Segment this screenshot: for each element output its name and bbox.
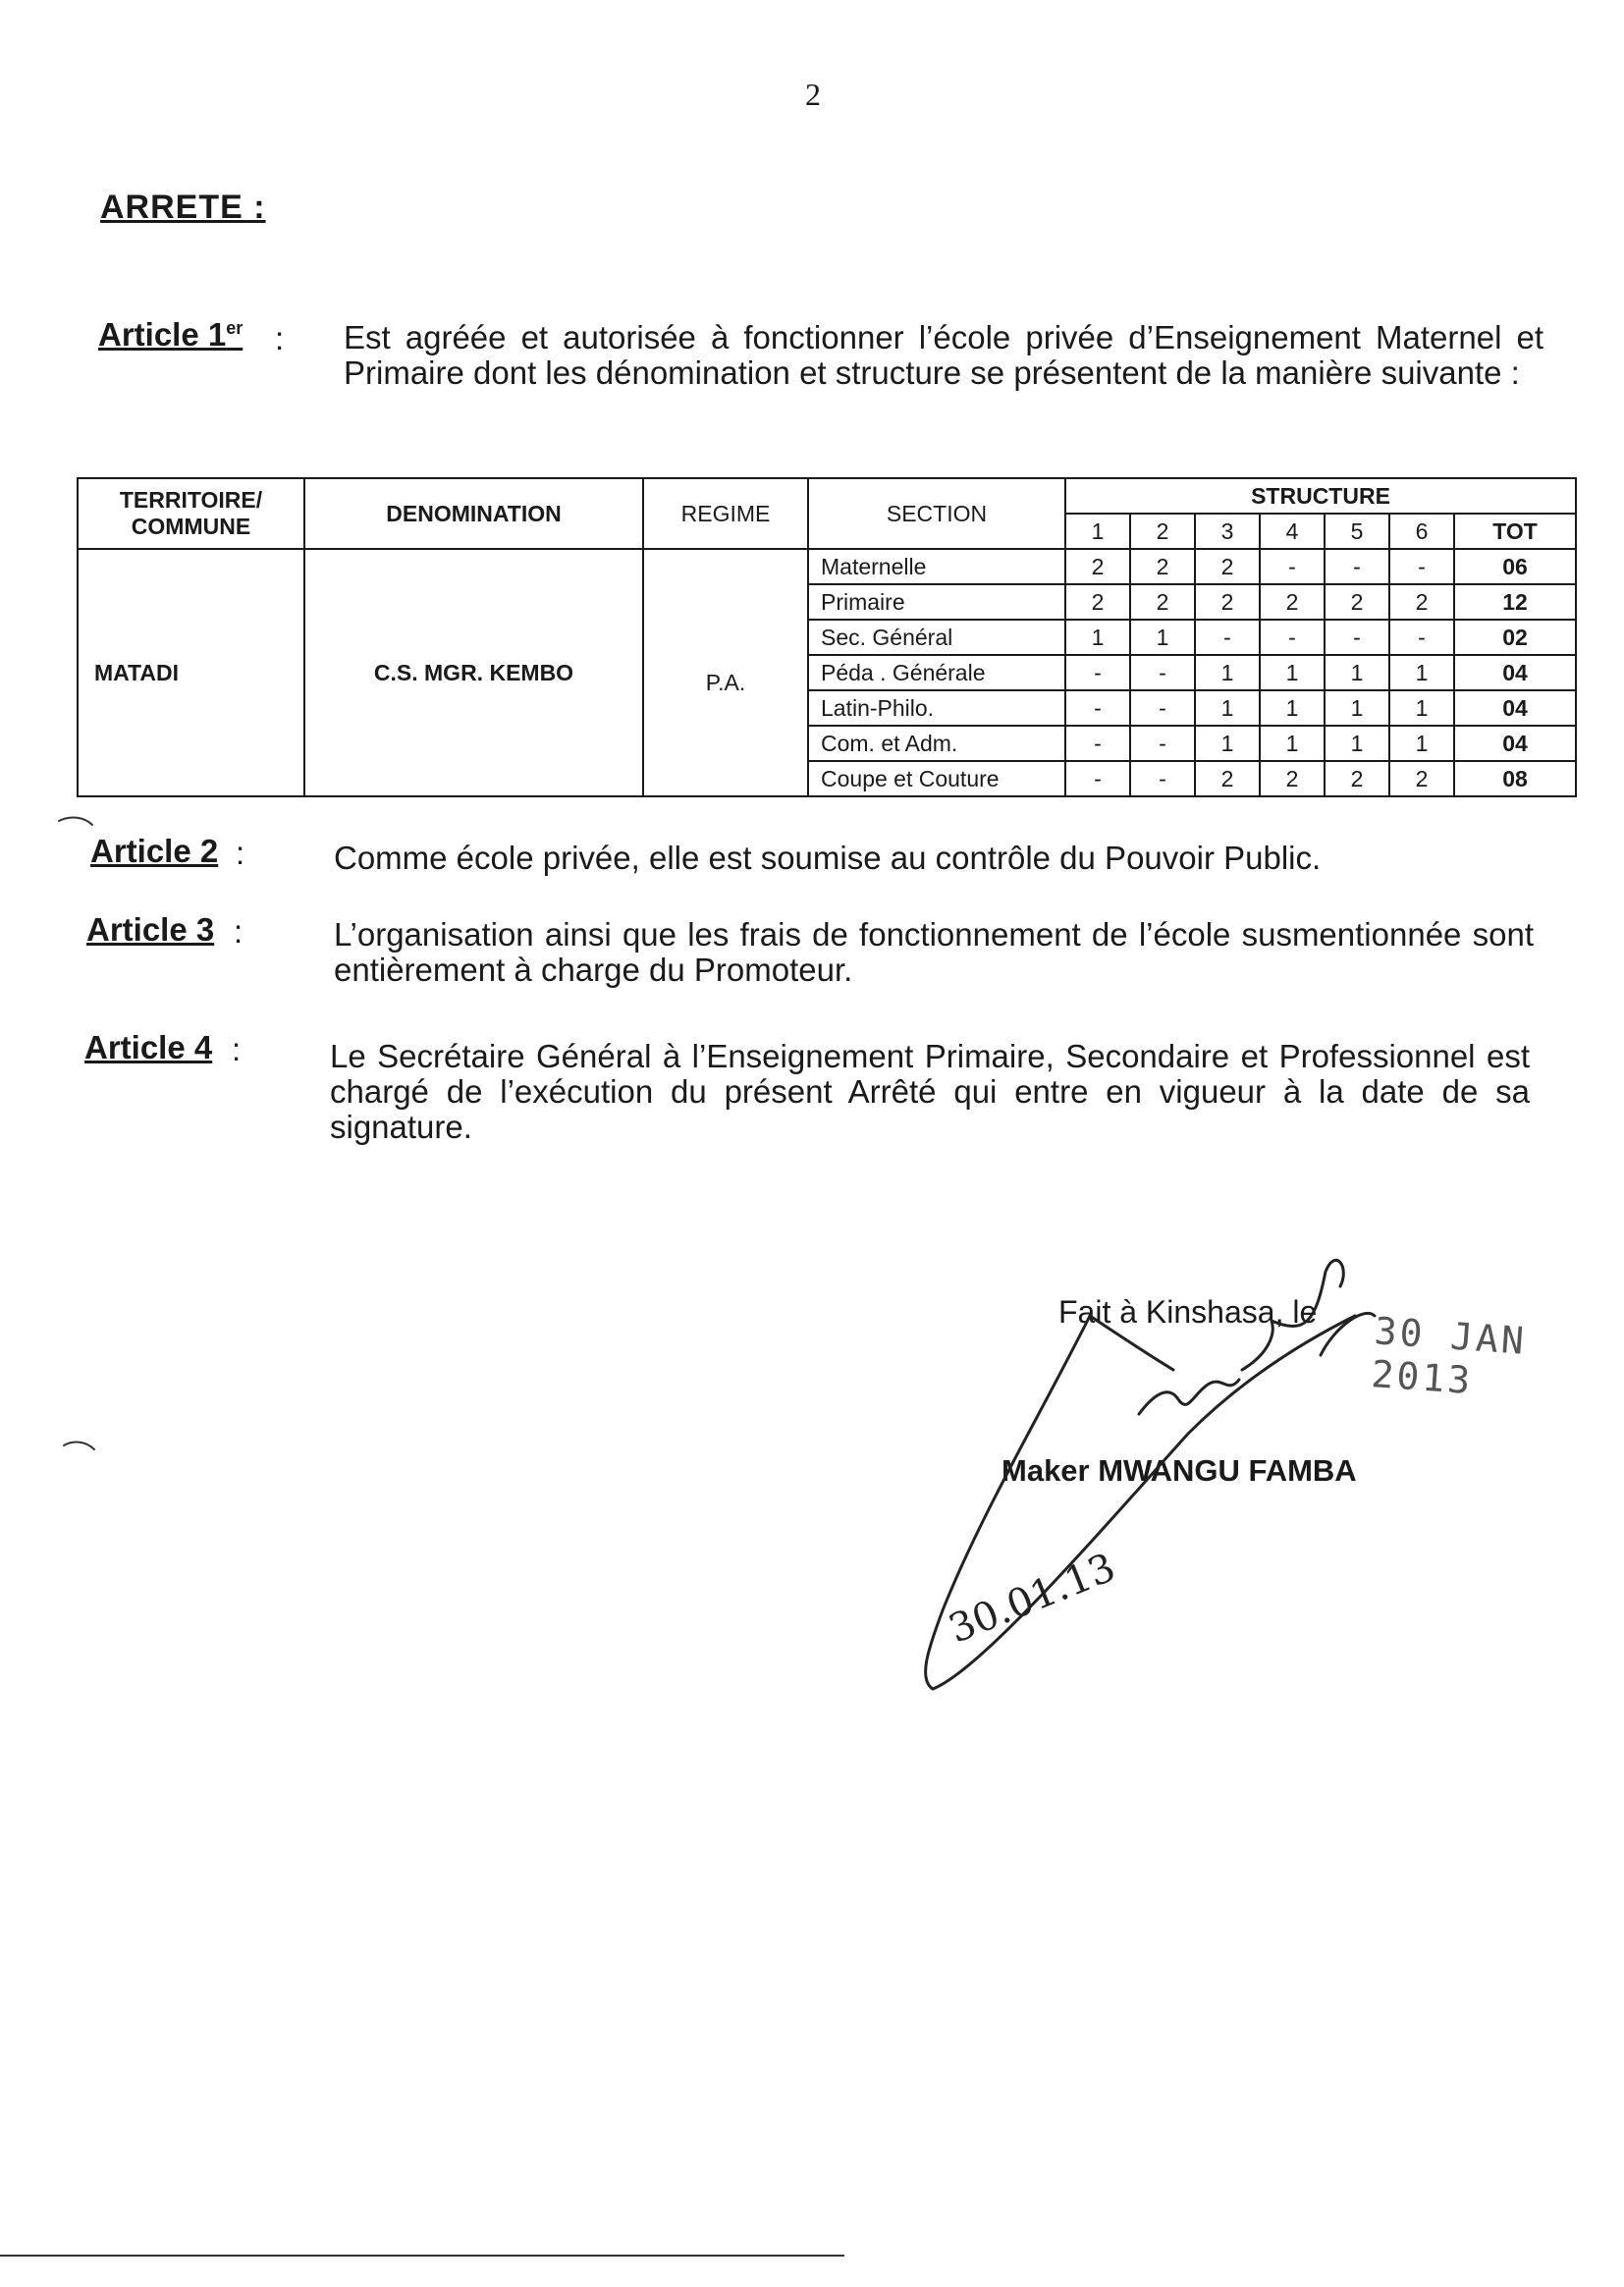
cell-value: - [1130, 761, 1195, 796]
cell-value: - [1065, 761, 1130, 796]
cell-value: 1 [1389, 726, 1454, 761]
cell-total: 04 [1454, 726, 1576, 761]
signature-place: Fait à Kinshasa, le [1058, 1294, 1318, 1330]
cell-value: - [1065, 655, 1130, 690]
cell-total: 08 [1454, 761, 1576, 796]
header-col-tot: TOT [1454, 514, 1576, 549]
cell-value: - [1389, 620, 1454, 655]
cell-value: - [1260, 549, 1325, 584]
cell-value: 2 [1065, 549, 1130, 584]
signer-name: Maker MWANGU FAMBA [1001, 1453, 1357, 1488]
header-col-3: 3 [1195, 514, 1260, 549]
cell-value: 1 [1325, 690, 1389, 726]
header-col-4: 4 [1260, 514, 1325, 549]
cell-regime: P.A. [643, 549, 808, 796]
cell-total: 06 [1454, 549, 1576, 584]
cell-value: 2 [1195, 549, 1260, 584]
cell-value: 2 [1195, 761, 1260, 796]
cell-value: - [1065, 726, 1130, 761]
cell-value: - [1065, 690, 1130, 726]
article-2-label: Article 2 [90, 833, 219, 869]
header-col-1: 1 [1065, 514, 1130, 549]
cell-value: 1 [1325, 726, 1389, 761]
cell-value: - [1195, 620, 1260, 655]
cell-total: 02 [1454, 620, 1576, 655]
header-regime: REGIME [643, 478, 808, 549]
cell-section: Sec. Général [808, 620, 1065, 655]
cell-value: 2 [1130, 549, 1195, 584]
header-section: SECTION [808, 478, 1065, 549]
header-col-2: 2 [1130, 514, 1195, 549]
cell-value: 1 [1325, 655, 1389, 690]
cell-value: 2 [1389, 584, 1454, 620]
cell-value: 1 [1065, 620, 1130, 655]
cell-value: - [1325, 549, 1389, 584]
header-col-6: 6 [1389, 514, 1454, 549]
article-3-text: L’organisation ainsi que les frais de fonctionnement de l’école susmentionnée sont entièrement à charge du Promoteur. [334, 916, 1534, 988]
cell-section: Com. et Adm. [808, 726, 1065, 761]
cell-value: 2 [1389, 761, 1454, 796]
cell-section: Primaire [808, 584, 1065, 620]
cell-value: - [1260, 620, 1325, 655]
handwritten-date: 30.01.13 [943, 1545, 1122, 1653]
cell-value: 1 [1195, 690, 1260, 726]
cell-value: - [1130, 726, 1195, 761]
article-3-label: Article 3 [86, 911, 215, 948]
cell-total: 04 [1454, 655, 1576, 690]
header-structure: STRUCTURE [1065, 478, 1576, 514]
page-number: 2 [805, 77, 821, 112]
cell-section: Péda . Générale [808, 655, 1065, 690]
cell-value: 2 [1260, 584, 1325, 620]
cell-territoire: MATADI [78, 549, 304, 796]
cell-value: 2 [1260, 761, 1325, 796]
cell-value: 1 [1195, 726, 1260, 761]
article-2-text: Comme école privée, elle est soumise au contrôle du Pouvoir Public. [334, 840, 1322, 876]
cell-value: - [1130, 655, 1195, 690]
article-1-text: Est agréée et autorisée à fonctionner l’école privée d’Enseignement Maternel et Primaire dont les dénomination et structure se présentent de la manière suivante : [344, 319, 1543, 391]
cell-value: 1 [1260, 655, 1325, 690]
heading-arrete: ARRETE : [100, 189, 266, 226]
cell-value: 1 [1389, 655, 1454, 690]
cell-value: - [1130, 690, 1195, 726]
date-stamp: 30 JAN 2013 [1370, 1309, 1529, 1403]
cell-value: 2 [1065, 584, 1130, 620]
article-4-colon: : [232, 1031, 242, 1067]
cell-value: 1 [1260, 690, 1325, 726]
header-col-5: 5 [1325, 514, 1389, 549]
cell-value: - [1325, 620, 1389, 655]
cell-value: 1 [1130, 620, 1195, 655]
cell-value: 1 [1195, 655, 1260, 690]
article-1-label: Article 1er [98, 316, 244, 353]
header-territoire: TERRITOIRE/ COMMUNE [78, 478, 304, 549]
article-3-colon: : [234, 913, 244, 950]
cell-value: - [1389, 549, 1454, 584]
cell-total: 12 [1454, 584, 1576, 620]
cell-total: 04 [1454, 690, 1576, 726]
cell-denomination: C.S. MGR. KEMBO [304, 549, 643, 796]
cell-section: Latin-Philo. [808, 690, 1065, 726]
cell-value: 2 [1325, 761, 1389, 796]
header-denomination: DENOMINATION [304, 478, 643, 549]
footer-divider [0, 2255, 844, 2257]
cell-value: 2 [1325, 584, 1389, 620]
cell-value: 1 [1389, 690, 1454, 726]
cell-section: Coupe et Couture [808, 761, 1065, 796]
cell-value: 2 [1195, 584, 1260, 620]
article-4-label: Article 4 [84, 1029, 213, 1065]
cell-value: 1 [1260, 726, 1325, 761]
article-4-text: Le Secrétaire Général à l’Enseignement Primaire, Secondaire et Professionnel est chargé de l’exécution du présent Arrêté qui entre en vigueur à la date de sa signature. [330, 1038, 1530, 1145]
article-1-colon: : [275, 320, 285, 356]
article-2-colon: : [236, 835, 245, 871]
cell-value: 2 [1130, 584, 1195, 620]
cell-section: Maternelle [808, 549, 1065, 584]
